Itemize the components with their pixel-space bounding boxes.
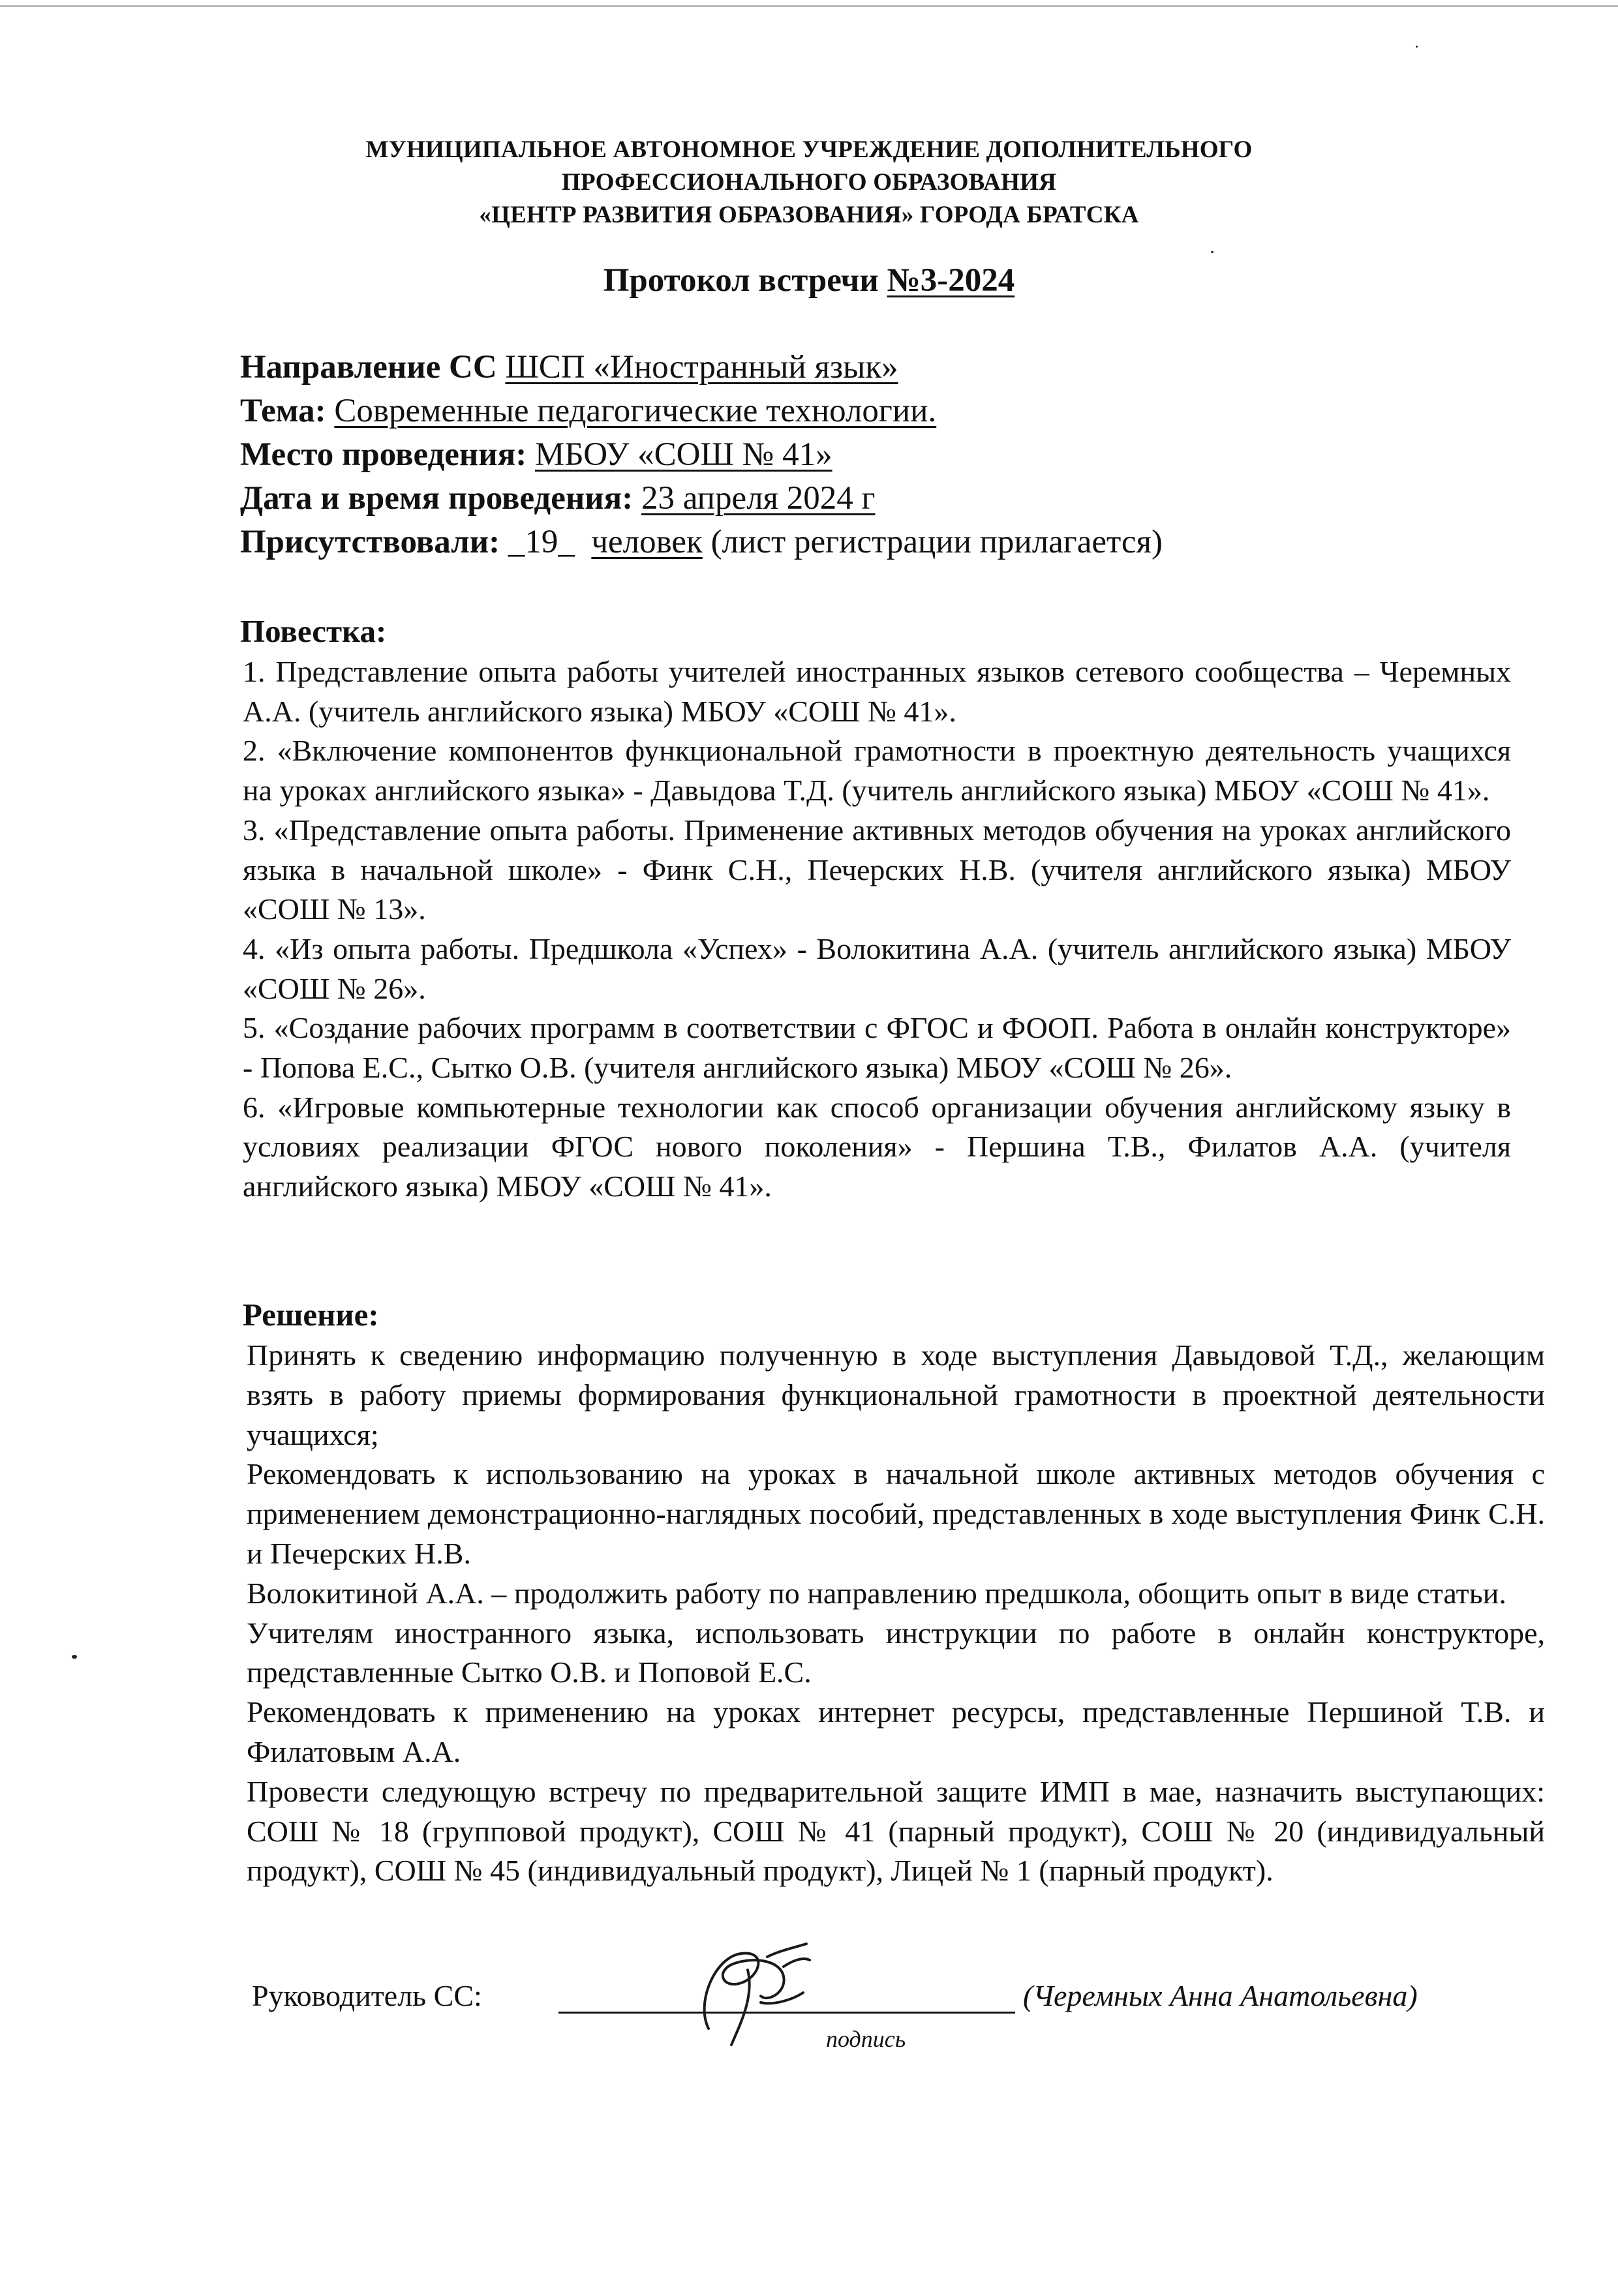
signature-block [252,1976,1550,2055]
topic-row [240,389,1480,433]
decision-list [247,1336,1545,1891]
scan-speck [1416,46,1418,48]
agenda-item: 5. «Создание рабочих программ в соответствии с ФГОС и ФООП. Работа в онлайн конструкторе» - Попова Е.С., Сытко О.В. (учителя английского языка) МБОУ «СОШ № 26». [243,1011,1511,1085]
agenda-heading: Повестка: [240,613,387,649]
scan-edge-line [0,5,1618,7]
protocol-number: №3-2024 [887,262,1015,299]
signature-caption: подпись [826,2026,906,2052]
agenda-item: 4. «Из опыта работы. Предшкола «Успех» - Волокитина А.А. (учитель английского языка) МБОУ «СОШ № 26». [243,931,1511,1005]
decision-item: Волокитиной А.А. – продолжить работу по направлению предшкола, обощить опыт в виде статьи. [247,1576,1506,1610]
topic-value: Современные педагогические технологии. [334,393,937,429]
scan-speck [72,1655,77,1659]
agenda-item: 1. Представление опыта работы учителей иностранных языков сетевого сообщества – Черемных А.А. (учитель английского языка) МБОУ «СОШ № 41». [243,655,1511,728]
protocol-title [196,260,1422,301]
institution-line-3: «ЦЕНТР РАЗВИТИЯ ОБРАЗОВАНИЯ» ГОРОДА БРАТСКА [479,202,1139,228]
date-value: 23 апреля 2024 г [641,480,876,517]
decision-item: Рекомендовать к использованию на уроках в начальной школе активных методов обучения с применением демонстрационно-наглядных пособий, представленных в ходе выступления Финк С.Н. и Печерских Н.В. [247,1457,1545,1570]
decision-item: Провести следующую встречу по предварительной защите ИМП в мае, назначить выступающих: СОШ № 18 (групповой продукт), СОШ № 41 (парный продукт), СОШ № 20 (индивидуальный продукт), СОШ № 45 (индивидуальный продукт), Лицей № 1 (парный продукт). [247,1774,1545,1888]
meeting-details [240,346,1480,564]
attendance-label: Присутствовали: [240,524,508,560]
agenda-list [243,652,1511,1207]
attendance-row [240,521,1480,564]
place-row [240,433,1480,477]
signature-label: Руководитель СС: [252,1979,482,2012]
decision-item: Рекомендовать к применению на уроках интернет ресурсы, представленные Першиной Т.В. и Филатовым А.А. [247,1695,1545,1768]
decision-item: Принять к сведению информацию полученную в ходе выступления Давыдовой Т.Д., желающим взять в работу приемы формирования функциональной грамотности в проектной деятельности учащихся; [247,1338,1545,1451]
date-label: Дата и время проведения: [240,480,641,517]
decision-heading: Решение: [243,1297,379,1333]
institution-header [196,134,1422,232]
direction-label: Направление СС [240,349,506,385]
decision-item: Учителям иностранного языка, использовать инструкции по работе в онлайн конструкторе, представленные Сытко О.В. и Поповой Е.С. [247,1616,1545,1689]
attendance-count: _19_ [508,524,575,560]
agenda-item: 2. «Включение компонентов функциональной грамотности в проектную деятельность учащихся на уроках английского языка» - Давыдова Т.Д. (учитель английского языка) МБОУ «СОШ № 41». [243,734,1511,808]
date-row [240,477,1480,521]
agenda-item: 3. «Представление опыта работы. Применение активных методов обучения на уроках английского языка в начальной школе» - Финк С.Н., Печерских Н.В. (учителя английского языка) МБОУ «СОШ № 13». [243,813,1511,926]
scan-speck [1211,251,1214,253]
place-value: МБОУ «СОШ № 41» [535,436,832,473]
attendance-unit: человек [591,524,703,560]
place-label: Место проведения: [240,436,536,473]
direction-value: ШСП «Иностранный язык» [505,349,898,385]
direction-row [240,346,1480,389]
signatory-name: (Черемных Анна Анатольевна) [1023,1979,1418,2012]
agenda-item: 6. «Игровые компьютерные технологии как способ организации обучения английскому языку в условиях реализации ФГОС нового поколения» - Першина Т.В., Филатов А.А. (учителя английского языка) МБОУ «СОШ № 41». [243,1090,1511,1203]
attendance-note: (лист регистрации прилагается) [702,524,1163,560]
institution-line-1: МУНИЦИПАЛЬНОЕ АВТОНОМНОЕ УЧРЕЖДЕНИЕ ДОПОЛНИТЕЛЬНОГО [365,136,1253,163]
protocol-title-prefix: Протокол встречи [603,262,887,299]
topic-label: Тема: [240,393,335,429]
institution-line-2: ПРОФЕССИОНАЛЬНОГО ОБРАЗОВАНИЯ [562,169,1056,196]
